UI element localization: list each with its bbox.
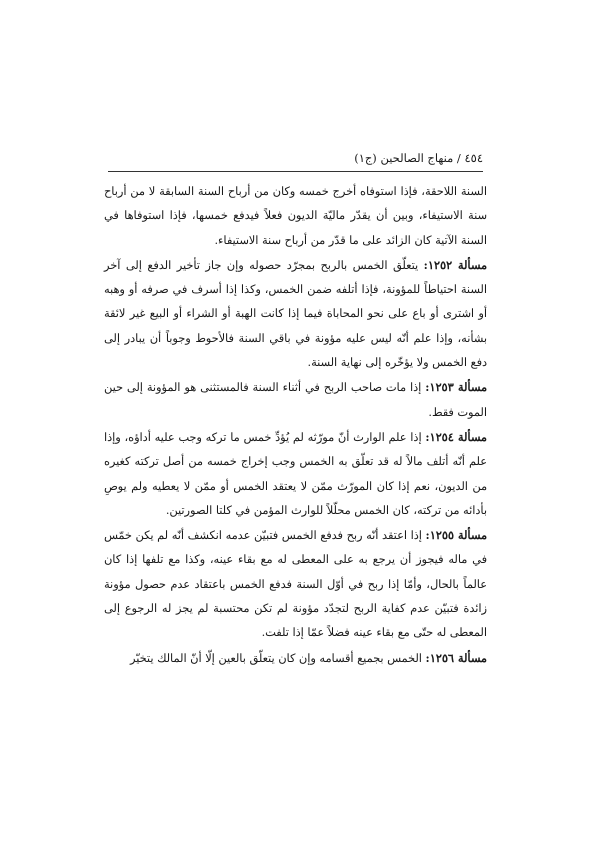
issue-label: مسألة ١٢٥٥: <box>425 528 487 543</box>
issue-label: مسألة ١٢٥٣: <box>425 380 487 395</box>
paragraph-text: الخمس بجميع أقسامه وإن كان يتعلّق بالعين إلّا أنّ المالك يتخيّر <box>129 651 426 665</box>
paragraph <box>104 253 487 375</box>
issue-label: مسألة ١٢٥٤: <box>425 429 487 444</box>
issue-label: مسألة ١٢٥٦: <box>425 650 487 665</box>
paragraph <box>104 375 487 425</box>
paragraph <box>104 523 487 645</box>
paragraph <box>104 425 487 523</box>
paragraph-text: إذا اعتقد أنّه ربح فدفع الخمس فتبيّن عدمه انكشف أنّه لم يكن خمّس في ماله فيجوز أن يرجع به على المعطى له مع بقاء عينه، وكذا مع تلفها إذا كان عالماً بالحال، وأمّا إذا ربح في أوّل السنة فدفع الخمس باعتقاد عدم حصول مؤونة زائدة فتبيّن عدم كفاية الربح لتجدّد مؤونة لم تكن محتسبة لم يجز له الرجوع إلى المعطى له حتّى مع بقاء عينه فضلاً عمّا إذا تلفت. <box>104 529 487 640</box>
page-header <box>108 150 483 172</box>
paragraph-text: إذا مات صاحب الربح في أثناء السنة فالمستثنى هو المؤونة إلى حين الموت فقط. <box>104 381 487 419</box>
paragraph-text: إذا علم الوارث أنّ مورّثه لم يُؤدِّ خمس ما تركه وجب عليه أداؤه، وإذا علم أنّه أتلف مالاً له قد تعلّق به الخمس وجب إخراج خمسه من أصل تركته كغيره من الديون، نعم إذا كان المورّث ممّن لا يعتقد الخمس أو ممّن لا يعطيه ولم يوصِ بأدائه من تركته، كان الخمس محلّلاً للوارث المؤمن في كلتا الصورتين. <box>104 430 487 517</box>
running-head: ٤٥٤ / منهاج الصالحين (ج١) <box>354 151 483 165</box>
issue-label: مسألة ١٢٥٢: <box>423 257 487 272</box>
page-body <box>104 180 487 671</box>
paragraph-text: السنة اللاحقة، فإذا استوفاه أخرج خمسه وكان من أرباح السنة السابقة لا من أرباح سنة الاستيفاء، وبين أن يقدّر ماليّة الديون فعلاً فيدفع خمسها، فإذا استوفاها في السنة الآتية كان الزائد على ما قدّر من أرباح سنة الاستيفاء. <box>104 185 487 247</box>
paragraph <box>104 646 487 671</box>
paragraph <box>104 180 487 253</box>
paragraph-text: يتعلّق الخمس بالربح بمجرّد حصوله وإن جاز تأخير الدفع إلى آخر السنة احتياطاً للمؤونة، فإذا أتلفه ضمن الخمس، وكذا إذا أسرف في صرفه أو وهبه أو اشترى أو باع على نحو المحاباة فيما إذا كانت الهبة أو الشراء أو البيع غير لائقة بشأنه، وإذا علم أنّه ليس عليه مؤونة في باقي السنة فالأحوط وجوباً أن يبادر إلى دفع الخمس ولا يؤخّره إلى نهاية السنة. <box>104 258 487 370</box>
